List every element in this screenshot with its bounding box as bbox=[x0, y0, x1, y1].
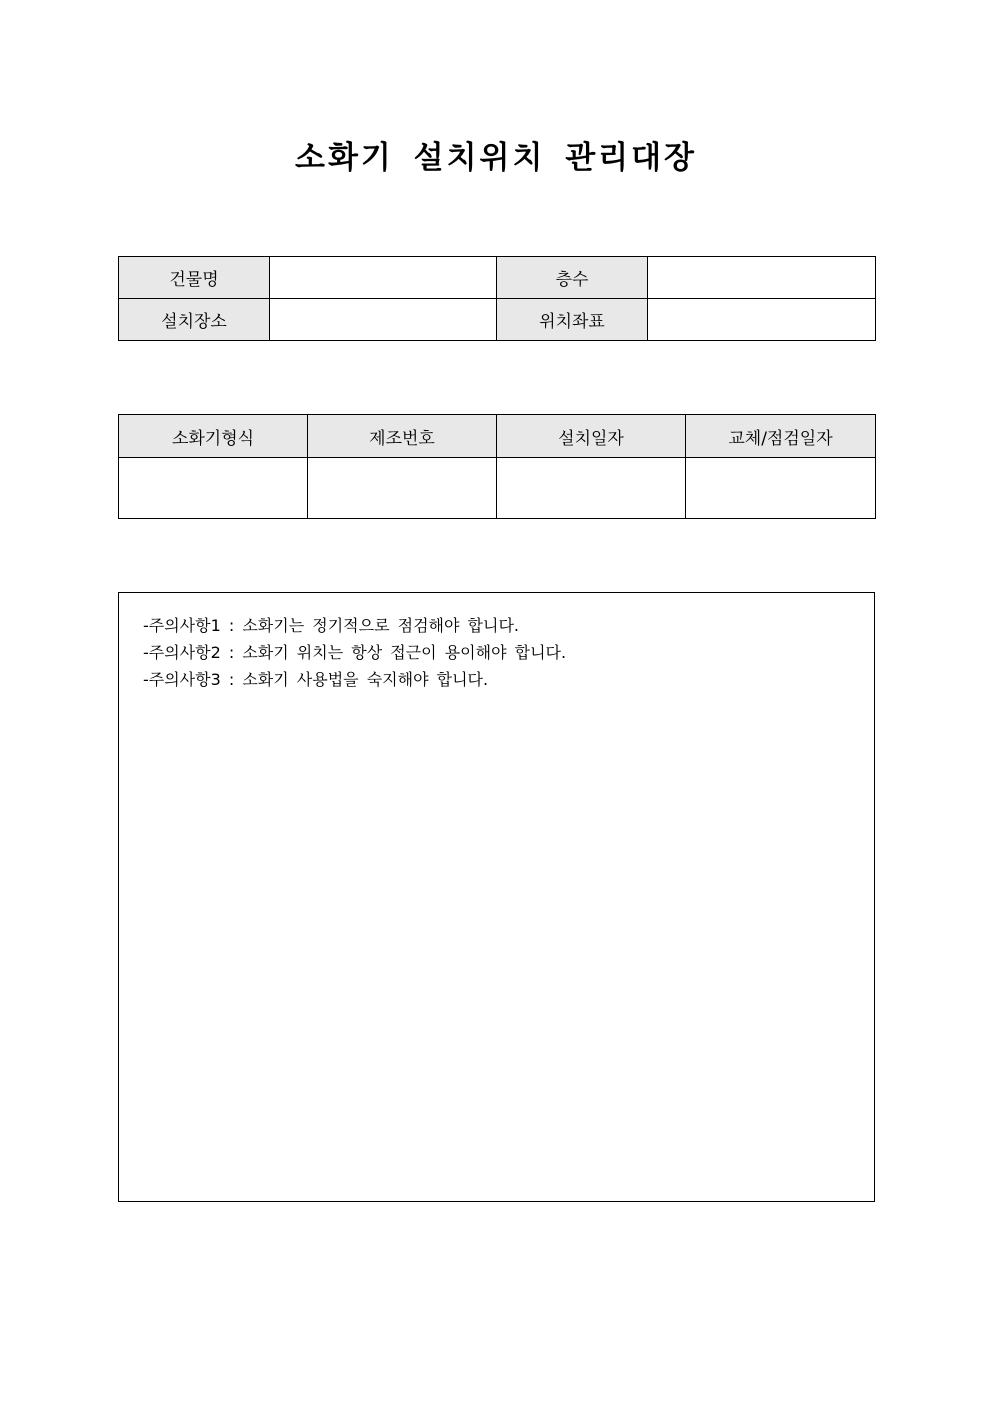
note-item: -주의사항1 : 소화기는 정기적으로 점검해야 합니다. bbox=[143, 616, 519, 635]
type-cell[interactable] bbox=[119, 458, 308, 519]
table-row bbox=[119, 257, 876, 299]
note-item: -주의사항3 : 소화기 사용법을 숙지해야 합니다. bbox=[143, 670, 489, 689]
building-name-label: 건물명 bbox=[119, 257, 270, 299]
install-place-label: 설치장소 bbox=[119, 299, 270, 341]
note-item: -주의사항2 : 소화기 위치는 항상 접근이 용이해야 합니다. bbox=[143, 643, 567, 662]
column-header-serial: 제조번호 bbox=[308, 415, 497, 458]
floor-label: 층수 bbox=[497, 257, 648, 299]
floor-field[interactable] bbox=[648, 257, 876, 299]
column-header-install-date: 설치일자 bbox=[497, 415, 686, 458]
building-name-field[interactable] bbox=[270, 257, 497, 299]
serial-cell[interactable] bbox=[308, 458, 497, 519]
extinguisher-table bbox=[118, 414, 876, 519]
table-row bbox=[119, 299, 876, 341]
coordinates-label: 위치좌표 bbox=[497, 299, 648, 341]
notes-box bbox=[118, 592, 875, 1202]
building-info-table bbox=[118, 256, 876, 341]
table-header-row bbox=[119, 415, 876, 458]
install-date-cell[interactable] bbox=[497, 458, 686, 519]
column-header-type: 소화기형식 bbox=[119, 415, 308, 458]
page-title: 소화기 설치위치 관리대장 bbox=[295, 140, 697, 176]
table-row bbox=[119, 458, 876, 519]
coordinates-field[interactable] bbox=[648, 299, 876, 341]
notes-list bbox=[119, 593, 874, 693]
inspection-date-cell[interactable] bbox=[686, 458, 876, 519]
install-place-field[interactable] bbox=[270, 299, 497, 341]
column-header-inspection-date: 교체/점검일자 bbox=[686, 415, 876, 458]
